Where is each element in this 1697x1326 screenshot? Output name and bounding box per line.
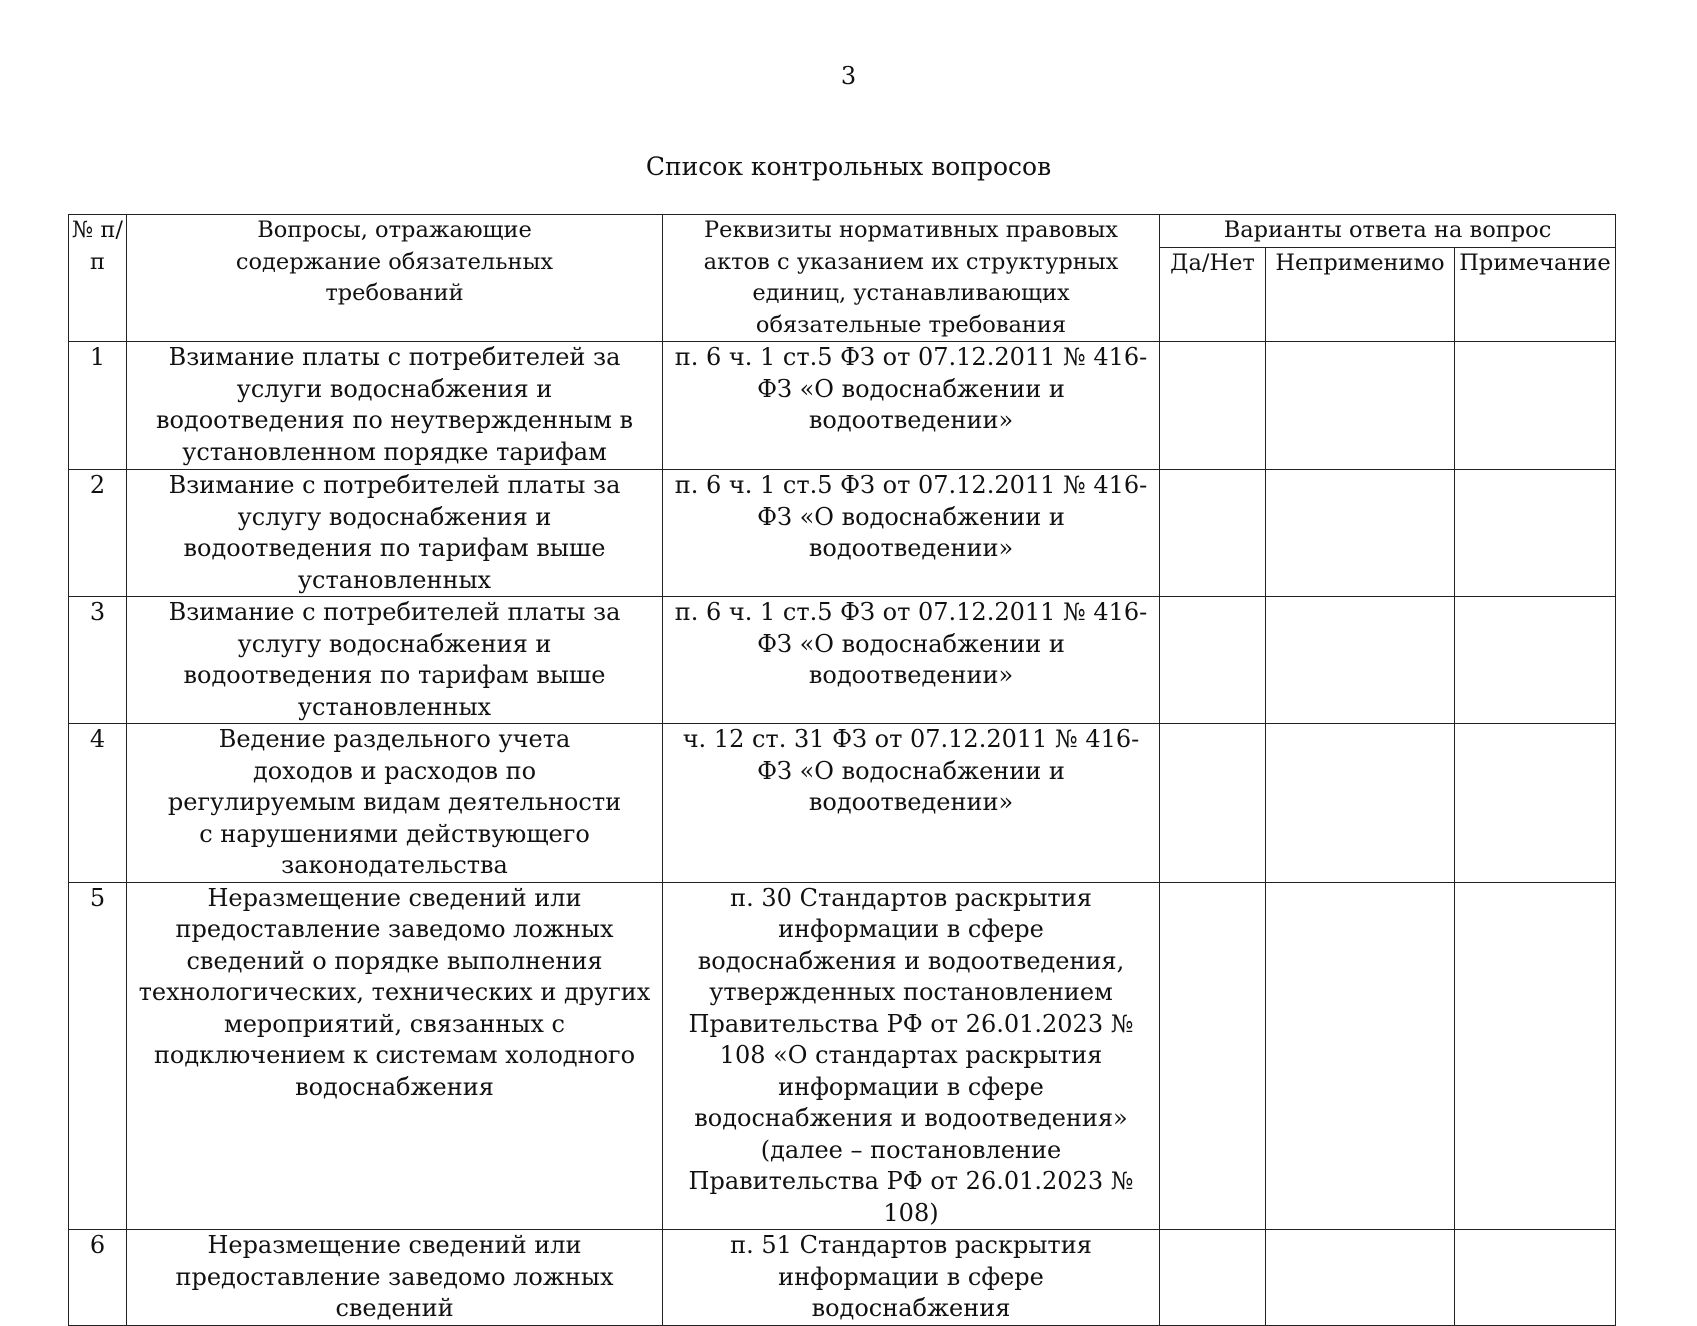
- row-question: Взимание с потребителей платы за услугу водоснабжения и водоотведения по тарифам выше установленных: [127, 597, 663, 724]
- row-not-applicable[interactable]: [1266, 470, 1455, 597]
- header-answers-group: Варианты ответа на вопрос: [1160, 215, 1616, 248]
- row-requisites: ч. 12 ст. 31 ФЗ от 07.12.2011 № 416-ФЗ «О водоснабжении и водоотведении»: [663, 724, 1160, 883]
- row-question: Неразмещение сведений или предоставление заведомо ложных сведений: [127, 1230, 663, 1326]
- table-row: [69, 724, 1616, 883]
- control-questions-table: [68, 214, 1616, 1326]
- row-not-applicable[interactable]: [1266, 597, 1455, 724]
- row-requisites: п. 6 ч. 1 ст.5 ФЗ от 07.12.2011 № 416-ФЗ «О водоснабжении и водоотведении»: [663, 470, 1160, 597]
- row-question: Ведение раздельного учета доходов и расходов по регулируемым видам деятельности с нарушениями действующего законодательства: [127, 724, 663, 883]
- row-yes-no[interactable]: [1160, 470, 1266, 597]
- page-number: 3: [840, 62, 857, 90]
- row-note[interactable]: [1455, 724, 1616, 883]
- table-row: [69, 597, 1616, 724]
- row-num: 6: [69, 1230, 127, 1326]
- row-yes-no[interactable]: [1160, 882, 1266, 1230]
- table-row: [69, 470, 1616, 597]
- row-requisites: п. 6 ч. 1 ст.5 ФЗ от 07.12.2011 № 416-ФЗ «О водоснабжении и водоотведении»: [663, 597, 1160, 724]
- header-num: № п/п: [69, 215, 127, 342]
- header-note: Примечание: [1455, 247, 1616, 341]
- row-num: 4: [69, 724, 127, 883]
- row-note[interactable]: [1455, 882, 1616, 1230]
- row-not-applicable[interactable]: [1266, 342, 1455, 470]
- row-not-applicable[interactable]: [1266, 1230, 1455, 1326]
- row-not-applicable[interactable]: [1266, 724, 1455, 883]
- header-yes-no: Да/Нет: [1160, 247, 1266, 341]
- header-requisites: Реквизиты нормативных правовых актов с указанием их структурных единиц, устанавливающих обязательные требования: [663, 215, 1160, 342]
- row-question: Взимание платы с потребителей за услуги водоснабжения и водоотведения по неутвержденным в установленном порядке тарифам: [127, 342, 663, 470]
- header-not-applicable: Неприменимо: [1266, 247, 1455, 341]
- row-not-applicable[interactable]: [1266, 882, 1455, 1230]
- row-yes-no[interactable]: [1160, 1230, 1266, 1326]
- row-num: 2: [69, 470, 127, 597]
- row-note[interactable]: [1455, 342, 1616, 470]
- row-requisites: п. 51 Стандартов раскрытия информации в сфере водоснабжения: [663, 1230, 1160, 1326]
- row-note[interactable]: [1455, 1230, 1616, 1326]
- row-note[interactable]: [1455, 597, 1616, 724]
- row-num: 3: [69, 597, 127, 724]
- table-row: [69, 882, 1616, 1230]
- row-yes-no[interactable]: [1160, 597, 1266, 724]
- row-note[interactable]: [1455, 470, 1616, 597]
- row-requisites: п. 6 ч. 1 ст.5 ФЗ от 07.12.2011 № 416-ФЗ «О водоснабжении и водоотведении»: [663, 342, 1160, 470]
- row-question: Неразмещение сведений или предоставление заведомо ложных сведений о порядке выполнения технологических, технических и других мероприятий, связанных с подключением к системам холодного водоснабжения: [127, 882, 663, 1230]
- row-requisites: п. 30 Стандартов раскрытия информации в сфере водоснабжения и водоотведения, утвержденных постановлением Правительства РФ от 26.01.2023 № 108 «О стандартах раскрытия информации в сфере водоснабжения и водоотведения» (далее – постановление Правительства РФ от 26.01.2023 № 108): [663, 882, 1160, 1230]
- row-num: 5: [69, 882, 127, 1230]
- row-yes-no[interactable]: [1160, 724, 1266, 883]
- page-title: Список контрольных вопросов: [645, 152, 1052, 181]
- row-yes-no[interactable]: [1160, 342, 1266, 470]
- table-row: [69, 1230, 1616, 1326]
- table-row: [69, 342, 1616, 470]
- row-num: 1: [69, 342, 127, 470]
- header-question: Вопросы, отражающие содержание обязательных требований: [127, 215, 663, 342]
- row-question: Взимание с потребителей платы за услугу водоснабжения и водоотведения по тарифам выше установленных: [127, 470, 663, 597]
